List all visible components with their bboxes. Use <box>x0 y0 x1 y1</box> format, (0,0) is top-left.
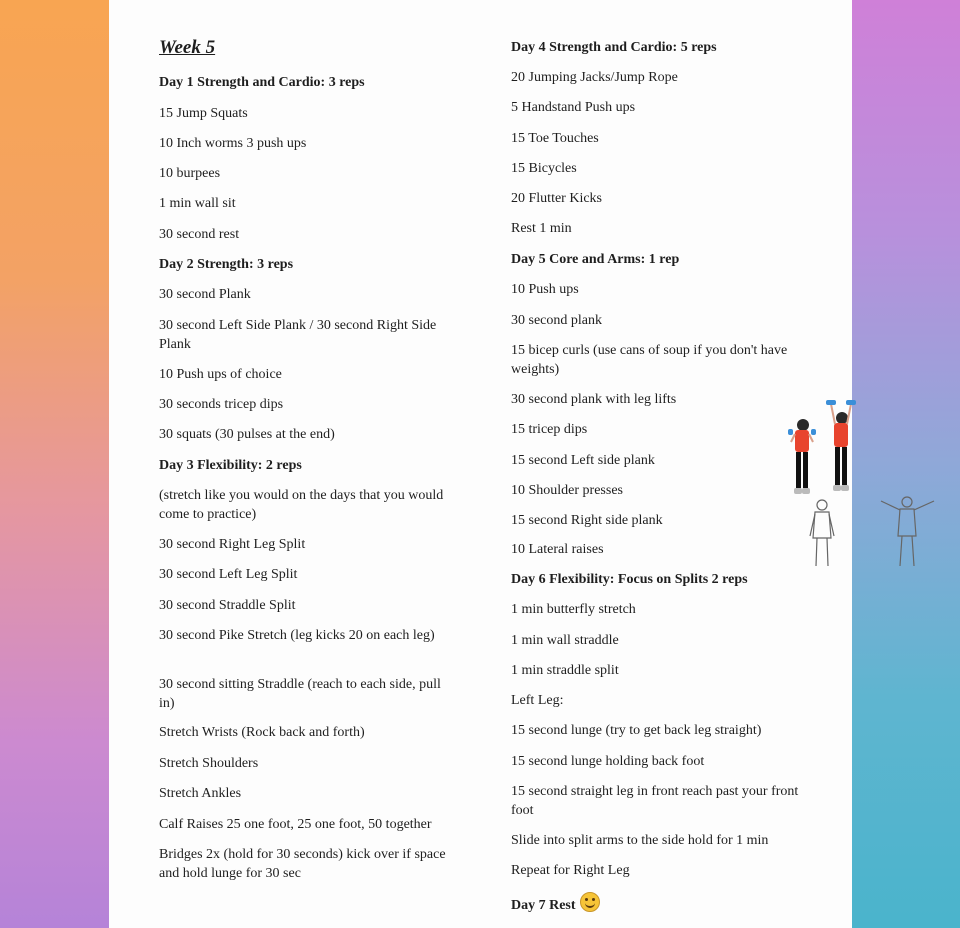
list-item: 30 second plank with leg lifts <box>511 392 677 407</box>
list-item: 15 second Left side plank <box>511 453 655 468</box>
figure-bicep-curl <box>788 419 816 494</box>
workout-document <box>109 0 852 928</box>
list-item: 15 second lunge holding back foot <box>511 754 705 769</box>
list-item: Repeat for Right Leg <box>511 863 630 878</box>
figure-overhead-press <box>826 400 856 491</box>
list-item: 20 Flutter Kicks <box>511 191 602 206</box>
list-item: 1 min wall straddle <box>511 633 619 648</box>
day7-heading <box>511 892 600 915</box>
list-item: 30 second Left Leg Split <box>159 567 298 582</box>
list-item: 10 Push ups <box>511 282 579 297</box>
day6-heading: Day 6 Flexibility: Focus on Splits 2 reps <box>511 572 748 587</box>
list-item: 30 second plank <box>511 313 602 328</box>
list-item: Stretch Wrists (Rock back and forth) <box>159 725 365 740</box>
list-item: 10 burpees <box>159 166 221 181</box>
list-item: Rest 1 min <box>511 221 572 236</box>
list-item: 15 Bicycles <box>511 161 577 176</box>
day2-heading: Day 2 Strength: 3 reps <box>159 257 294 272</box>
list-item: 30 second sitting Straddle (reach to each side, pull in) <box>159 677 441 711</box>
day5-heading: Day 5 Core and Arms: 1 rep <box>511 252 680 267</box>
list-item: 20 Jumping Jacks/Jump Rope <box>511 70 678 85</box>
list-item: 30 squats (30 pulses at the end) <box>159 427 335 442</box>
day3-heading: Day 3 Flexibility: 2 reps <box>159 458 302 473</box>
list-item: 15 second straight leg in front reach past your front foot <box>511 784 799 818</box>
list-item: 30 seconds tricep dips <box>159 397 284 412</box>
list-item: 15 tricep dips <box>511 422 588 437</box>
figure-standing <box>810 500 834 566</box>
list-item: 30 second Plank <box>159 287 251 302</box>
list-item: 30 second Right Leg Split <box>159 537 306 552</box>
list-item: 30 second Pike Stretch (leg kicks 20 on each leg) <box>159 628 435 643</box>
list-item: 1 min butterfly stretch <box>511 602 636 617</box>
list-item: 30 second Straddle Split <box>159 598 296 613</box>
list-item: Stretch Shoulders <box>159 756 259 771</box>
list-item: 15 Jump Squats <box>159 106 248 121</box>
day1-heading: Day 1 Strength and Cardio: 3 reps <box>159 75 365 90</box>
list-item: Calf Raises 25 one foot, 25 one foot, 50 together <box>159 817 432 832</box>
list-item: 30 second rest <box>159 227 240 242</box>
list-item: 1 min wall sit <box>159 196 236 211</box>
day4-heading: Day 4 Strength and Cardio: 5 reps <box>511 40 717 55</box>
list-item: 15 Toe Touches <box>511 131 599 146</box>
list-item: 15 second Right side plank <box>511 513 663 528</box>
list-item: 10 Inch worms 3 push ups <box>159 136 307 151</box>
list-item: (stretch like you would on the days that you would come to practice) <box>159 488 444 522</box>
list-item: Left Leg: <box>511 693 564 708</box>
list-item: Bridges 2x (hold for 30 seconds) kick over if space and hold lunge for 30 sec <box>159 847 446 881</box>
left-gradient-border <box>0 0 109 928</box>
smiling-face-icon <box>580 892 600 912</box>
list-item: 15 bicep curls (use cans of soup if you don't have weights) <box>511 343 788 377</box>
list-item: 1 min straddle split <box>511 663 619 678</box>
list-item: 30 second Left Side Plank / 30 second Right Side Plank <box>159 318 437 352</box>
list-item: 10 Push ups of choice <box>159 367 282 382</box>
list-item: 15 second lunge (try to get back leg straight) <box>511 723 762 738</box>
list-item: 10 Lateral raises <box>511 542 604 557</box>
figure-lateral-raise <box>881 497 934 566</box>
workout-figures-icon <box>785 398 940 572</box>
day7-label: Day 7 Rest <box>511 898 576 913</box>
list-item: 5 Handstand Push ups <box>511 100 636 115</box>
list-item: 10 Shoulder presses <box>511 483 623 498</box>
list-item: Slide into split arms to the side hold for 1 min <box>511 833 769 848</box>
list-item: Stretch Ankles <box>159 786 242 801</box>
page-title: Week 5 <box>159 37 216 58</box>
